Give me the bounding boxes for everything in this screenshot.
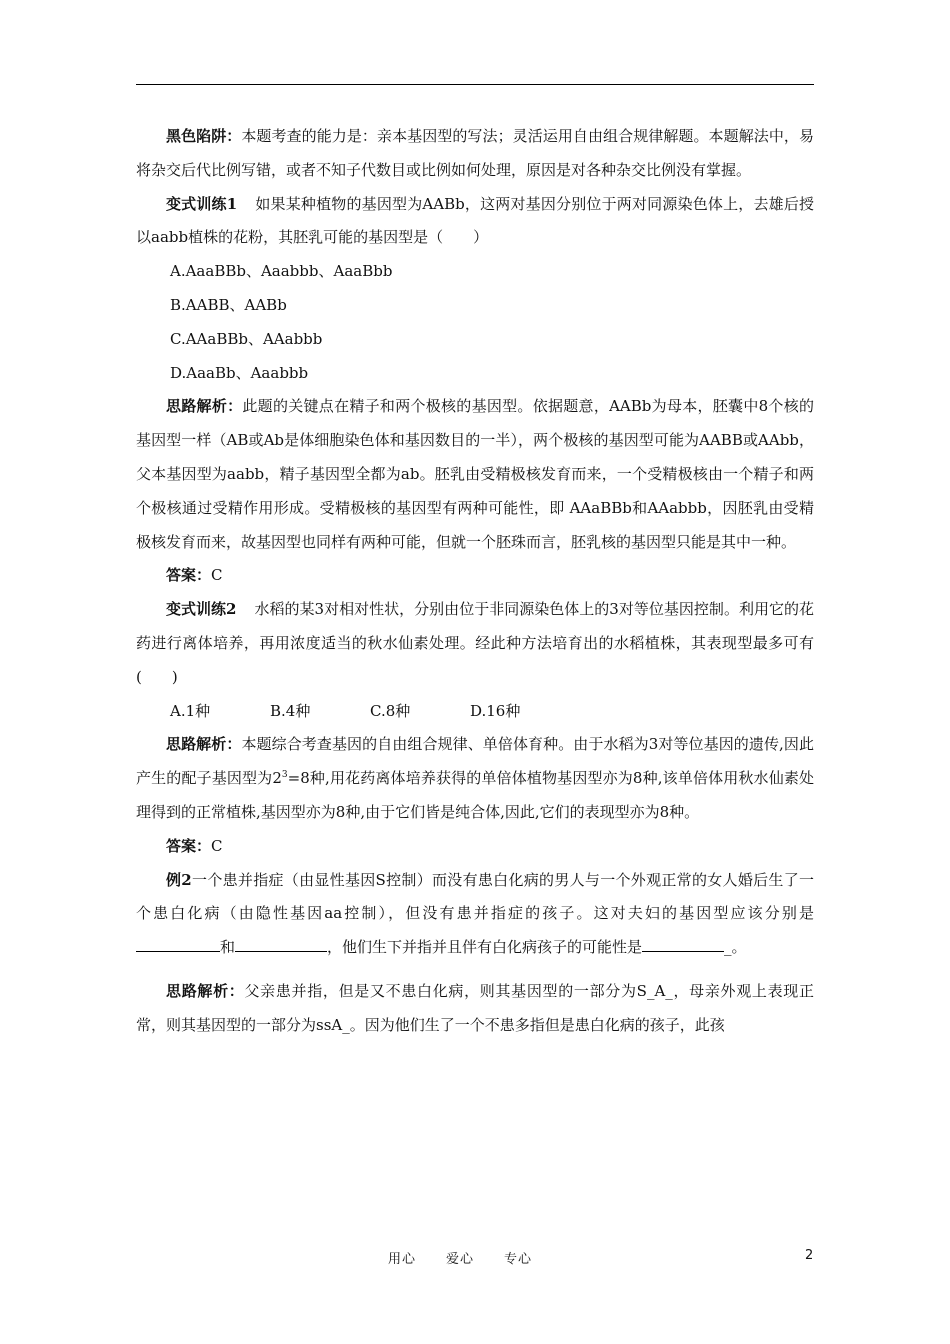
exercise1-analysis-label: 思路解析： xyxy=(166,397,243,416)
exercise2-answer xyxy=(136,830,814,864)
exercise1-analysis xyxy=(136,390,814,559)
exercise2-answer-label: 答案： xyxy=(166,836,212,855)
exercise1-option-b: B.AABB、AABb xyxy=(170,295,287,314)
trap-label: 黑色陷阱： xyxy=(166,127,242,145)
exercise2-question xyxy=(136,593,814,694)
exercise2-analysis xyxy=(136,728,814,829)
exercise1-answer-value: C xyxy=(211,566,223,585)
exercise1-option-a: A.AaaBBb、Aaabbb、AaaBbb xyxy=(170,262,393,281)
footer-motto-1: 用心 xyxy=(388,1252,417,1267)
exercise2-options xyxy=(136,695,814,729)
example2-question xyxy=(136,864,814,965)
document-body xyxy=(136,120,814,1043)
example2-blank-2[interactable] xyxy=(235,935,327,952)
header-rule xyxy=(136,84,814,85)
example2-analysis xyxy=(136,975,814,1043)
trap-text: 本题考查的能力是：亲本基因型的写法；灵活运用自由组合规律解题。本题解法中，易将杂交后代比例写错，或者不知子代数目或比例如何处理，原因是对各种杂交比例没有掌握。 xyxy=(136,127,814,179)
exercise2-option-b: B.4种 xyxy=(270,701,311,720)
example2-analysis-text: 父亲患并指，但是又不患白化病，则其基因型的一部分为S_A_，母亲外观上表现正常，则其基因型的一部分为ssA_。因为他们生了一个不患多指但是患白化病的孩子，此孩 xyxy=(136,981,814,1034)
example2-blank-3[interactable] xyxy=(642,935,724,952)
exercise2-option-c: C.8种 xyxy=(370,701,411,720)
exercise1-label: 变式训练1 xyxy=(166,194,238,213)
exercise1-question xyxy=(136,188,814,256)
exercise2-option-d: D.16种 xyxy=(470,701,521,720)
trap-paragraph xyxy=(136,120,814,188)
exercise2-label: 变式训练2 xyxy=(166,600,237,619)
exercise1-answer-label: 答案： xyxy=(166,566,212,585)
example2-text-a: 一个患并指症（由显性基因S控制）而没有患白化病的男人与一个外观正常的女人婚后生了一个患白化病（由隐性基因aa控制），但没有患并指症的孩子。这对夫妇的基因型应该分别是 xyxy=(136,870,815,923)
exercise2-analysis-text-b: =8种,用花药离体培养获得的单倍体植物基因型亦为8种,该单倍体用秋水仙素处理得到的正常植株,基因型亦为8种,由于它们皆是纯合体,因此,它们的表现型亦为8种。 xyxy=(136,769,815,821)
exercise2-answer-value: C xyxy=(211,836,223,855)
example2-analysis-label: 思路解析： xyxy=(166,981,245,1000)
example2-text-c: ，他们生下并指并且伴有白化病孩子的可能性是 xyxy=(327,938,643,957)
footer-motto-3: 专心 xyxy=(504,1252,533,1267)
exercise2-analysis-text-a: 本题综合考查基因的自由组合规律、单倍体育种。由于水稻为3对等位基因的遗传,因此产生的配子基因型为2 xyxy=(136,735,814,788)
exercise1-answer xyxy=(136,559,814,593)
exercise1-option-c: C.AAaBBb、AAabbb xyxy=(170,329,323,348)
example2-text-b: 和 xyxy=(220,938,236,957)
exercise2-exponent: 3 xyxy=(281,770,288,781)
footer-motto-2: 爱心 xyxy=(446,1252,475,1267)
exercise1-text: 如果某种植物的基因型为AABb，这两对基因分别位于两对同源染色体上，去雄后授以aabb植株的花粉，其胚乳可能的基因型是（ ） xyxy=(136,194,815,247)
page-number: 2 xyxy=(805,1248,814,1263)
example2-text-d: _。 xyxy=(724,938,747,957)
example2-blank-1[interactable] xyxy=(136,935,220,952)
exercise2-analysis-label: 思路解析： xyxy=(166,735,242,754)
footer-motto xyxy=(388,1248,562,1267)
exercise2-text: 水稻的某3对相对性状，分别由位于非同源染色体上的3对等位基因控制。利用它的花药进行离体培养，再用浓度适当的秋水仙素处理。经此种方法培育出的水稻植株，其表现型最多可有( ) xyxy=(136,600,814,686)
example2-label: 例2 xyxy=(166,870,192,889)
exercise2-option-a: A.1种 xyxy=(170,701,211,720)
exercise1-option-d: D.AaaBb、Aaabbb xyxy=(170,363,309,382)
exercise1-analysis-text: 此题的关键点在精子和两个极核的基因型。依据题意，AABb为母本，胚囊中8个核的基因型一样（AB或Ab是体细胞染色体和基因数目的一半），两个极核的基因型可能为AABB或AAbb，父本基因型为aabb，精子基因型全都为ab。胚乳由受精极核发育而来，一个受精极核由一个精子和两个极核通过受精作用形成。受精极核的基因型有两种可能性，即 AAaBBb和AAabbb，因胚乳由受精极核发育而来，故基因型也同样有两种可能，但就一个胚珠而言，胚乳核的基因型只能是其中一种。 xyxy=(136,397,814,551)
